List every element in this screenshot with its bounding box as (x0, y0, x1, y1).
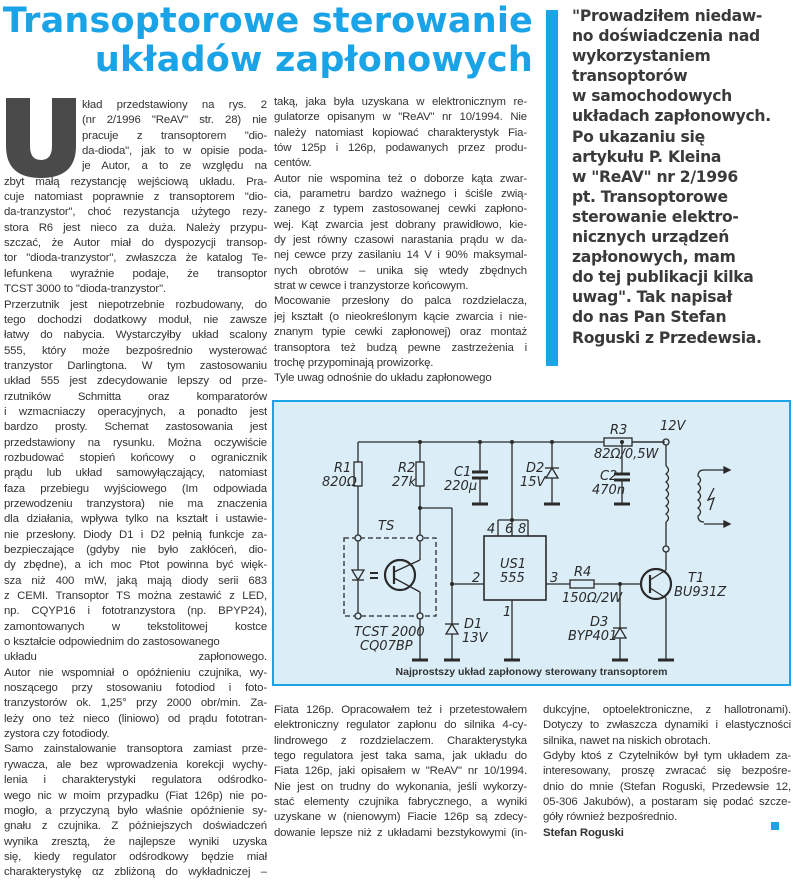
column-1 (4, 175, 267, 881)
text-line: przewodzeniu tranzystora) nie ma znaczenia (4, 497, 267, 510)
article-title (3, 2, 533, 80)
label-r1-value: 820Ω (322, 475, 357, 490)
text-line: tor "dioda-tranzystor", zwłaszcza że katalog Te- (4, 252, 267, 265)
text-line: lindrowego z rozdzielaczem. Charakterystyka (274, 734, 527, 747)
text-line: łatwy do nabycia. Wystarczyłby układ scalony (4, 329, 267, 342)
column-2-bottom (274, 703, 527, 841)
label-pin-6: 6 (505, 522, 514, 537)
resistor-r3 (604, 438, 632, 446)
text-line: Autor nie wspomina też o doborze kąta zwar- (274, 172, 527, 185)
text-line: mogło, a przyczyną było właśnie opóźnienie sy- (4, 804, 267, 817)
text-line: Tyle uwag odnośnie do układu zapłonowego (274, 372, 492, 385)
resistor-r2 (416, 462, 424, 486)
text-line: tów 125p i 126p, podawanych przez produ- (274, 142, 527, 155)
text-line: cia, parametru bardzo ważnego i ściśle zwią- (274, 188, 527, 201)
quote-line: pt. Transoptorowe (572, 187, 728, 206)
text-line: TCST 3000 to "dioda-tranzystor". (4, 283, 166, 296)
quote-line: w "ReAV" nr 2/1996 (572, 167, 738, 186)
text-line: centów. (274, 157, 312, 170)
label-pin-8: 8 (518, 522, 527, 537)
text-line: np. CQYP16 i fototranzystora (np. BPYP24), (4, 605, 267, 618)
text-line: Przerzutnik jest niepotrzebnie rozbudowany, do (4, 298, 267, 311)
text-line: stać elementy czujnika fabrycznego, a wyniki (274, 796, 527, 809)
label-d2: D2 (526, 461, 545, 476)
ignition-coil-secondary (698, 470, 704, 522)
quote-line: Roguski z Przedewsia. (572, 328, 762, 347)
label-r4-value: 150Ω/2W (562, 591, 623, 606)
label-r3-value: 82Ω/0,5W (594, 447, 659, 462)
text-line: sza niż 400 mW, jaką mają diody serii 683 (4, 574, 267, 587)
text-line: dnio do mnie (Stefan Roguski, Przedewsie 12, (543, 780, 791, 793)
intro-quote (572, 6, 798, 348)
label-c1-value: 220µ (444, 479, 478, 494)
text-line: jej kształt (o nieokreślonym kącie zwarcia i nie- (274, 310, 527, 323)
text-line: dukcyjne, optoelektroniczne, z hallotronami). (543, 704, 791, 716)
author-signature: Stefan Roguski (543, 826, 624, 839)
quote-line: sterowanie elektro- (572, 207, 739, 226)
quote-line: w samochodowych (572, 87, 732, 106)
quote-line: zapłonowych, mam (572, 248, 736, 267)
text-line: góły również bezpośrednio. (543, 811, 678, 824)
text-line: lefunkena wyraźnie podaje, że transoptor (4, 267, 267, 280)
quote-line: układach zapłonowych. (572, 107, 771, 126)
text-line: nej cewce przy zasilaniu 14 V i 90% maksymal- (274, 249, 527, 262)
text-line: wej. Kąt zwarcia jest dobrany prawidłowo, kie- (274, 218, 527, 231)
text-line: przedstawiony na rysunku. Można oczywiście (4, 436, 267, 449)
text-line: transoptora też budzą pewne zastrzeżenia i (274, 341, 527, 354)
text-line: da-dioda", jak to w opisie poda- (82, 145, 267, 158)
label-ts-part-2: CQ07BP (360, 639, 413, 654)
label-ts: TS (378, 519, 395, 534)
label-pin-3: 3 (550, 571, 559, 586)
label-c2-value: 470n (592, 483, 626, 498)
label-pin-4: 4 (487, 522, 496, 537)
text-line: rywacza, ale bez wprowadzenia korekcji wychy- (4, 758, 267, 771)
text-line: charakterystykę αz zbliżoną do wykładniczej – (4, 866, 267, 879)
label-r1: R1 (334, 461, 352, 476)
label-d3-value: BYP401 (568, 629, 618, 644)
label-c2: C2 (600, 469, 618, 484)
label-r2: R2 (398, 461, 416, 476)
text-line: uzyskane w (nienowym) Fiacie 126p są zdecy- (274, 811, 527, 824)
column-1-intro (82, 98, 267, 175)
text-line: układ 555 jest zdecydowanie lepszy od prze- (4, 375, 267, 388)
text-line: cuje natomiast poprawnie z transoptorem "dio- (4, 191, 267, 204)
text-line: noszącego przy stosowaniu fotodiod i foto- (4, 682, 267, 695)
label-c1: C1 (454, 465, 472, 480)
text-line: zystora czy fotodiody. (4, 728, 110, 741)
text-line: Samo zainstalowanie transoptora zamiast prze- (4, 743, 267, 756)
quote-line: nicznych urządzeń (572, 228, 730, 247)
text-line: rozbudować stopień końcowy o ogranicznik (4, 451, 267, 464)
transistor-t1 (641, 569, 671, 599)
quote-line: transoptorów (572, 67, 688, 86)
text-line: strat w cewce i tranzystorze końcowym. (274, 280, 469, 293)
text-line: Fiata 126p. Opracowałem też i przetestowałem (274, 704, 527, 716)
zener-d2 (546, 468, 558, 478)
text-line: prądu lub układ samowyłączający, natomiast (4, 467, 267, 480)
text-line: układu zapłonowego. (4, 651, 267, 664)
label-d2-value: 15V (520, 475, 546, 490)
label-supply: 12V (660, 419, 686, 434)
text-line: tranzystor Darlingtona. W tym zastosowaniu (4, 359, 267, 372)
text-line: leży ono też nieco (liniowo) od prądu fototran- (4, 712, 267, 725)
label-t1-value: BU931Z (674, 585, 727, 600)
text-line: z CEMI. Transoptor TS można zestawić z LED, (4, 590, 267, 603)
quote-line: uwag". Tak napisał (572, 288, 732, 307)
label-d3: D3 (590, 615, 609, 630)
quote-line: no doświadczenia nad (572, 27, 760, 46)
text-line: Fiata 126p, jaki opisałem w "ReAV" nr 10/1994. (274, 765, 527, 778)
spark-icon (708, 488, 714, 510)
text-line: gulatorze opisanym w "ReAV" nr 10/1994. Nie (274, 111, 527, 124)
text-line: wynika zresztą, że najlepsze wyniki uzyska (4, 835, 267, 848)
text-line: dy zbędne), a ich moc Ptot powinna być więk- (4, 559, 267, 572)
column-2 (274, 95, 527, 387)
resistor-r4 (570, 580, 594, 588)
text-line: bezpieczające (gdyby nie było zakłóceń, dio- (4, 544, 267, 556)
text-line: o kształcie odpowiednim do zastosowanego (4, 636, 220, 649)
quote-line: "Prowadziłem niedaw- (572, 7, 763, 25)
text-line: się, kiedy regulator odśrodkowy będzie miał (4, 850, 267, 863)
quote-line: do tej publikacji kilka (572, 268, 754, 287)
text-line: gnału z czujnika. Z późniejszych doświadczeń (4, 820, 267, 833)
label-pin-2: 2 (472, 571, 481, 586)
drop-cap-glyph (6, 98, 76, 178)
schematic-figure (272, 400, 791, 686)
zener-d1 (446, 624, 458, 634)
quote-line: wykorzystaniem (572, 47, 711, 66)
column-3-bottom (543, 703, 791, 841)
text-line: Nie jest on trudny do wykonania, jeśli wykorzy- (274, 780, 527, 793)
text-line: Mocowanie przesłony do palca rozdzielacza, (274, 295, 527, 308)
title-line-1: Transoptorowe sterowanie (2, 1, 533, 41)
text-line: silnika, nawet na niskich obrotach. (543, 734, 711, 747)
text-line: 555, który może bezpośrednio wysterować (4, 344, 267, 357)
text-line: (nr 2/1996 "ReAV" str. 28) nie (82, 114, 267, 127)
text-line: lenia i charakterystyki regulatora odśrodko- (4, 774, 267, 787)
text-line: Gdyby ktoś z Czytelników był tym układem za- (543, 750, 791, 763)
circuit-diagram (274, 402, 789, 684)
label-r3: R3 (610, 423, 628, 438)
drop-cap-u (4, 98, 78, 178)
label-pin-1: 1 (503, 605, 512, 620)
text-line: kład przedstawiony na rys. 2 (82, 99, 267, 111)
label-t1: T1 (688, 571, 705, 586)
quote-line: artykułu P. Kleina (572, 147, 722, 166)
text-line: nie przesłony. Diody D1 i D2 pełnią funkcje za- (4, 528, 267, 541)
text-line: należy natomiast kopiować charakterystyk Fia- (274, 126, 527, 139)
text-line: rzutników Schmitta oraz komparatorów (4, 390, 267, 403)
text-line: zanego z typem zastosowanej cewki zapłono- (274, 203, 527, 216)
text-line: Autor nie wspomniał o opóźnieniu czujnika, wy- (4, 666, 267, 679)
text-line: trochę przypominają prowizorkę. (274, 356, 434, 369)
text-line: dy jest równy czasowi narastania prądu w da- (274, 234, 527, 247)
text-line: tranzystorów ok. 1,25° przy 2000 obr/min. Za- (4, 697, 267, 710)
text-line: dla działania, wpływa tylko na kształt i ustawie- (4, 513, 267, 526)
text-line: interesowany, proszę zwracać się bezpośre- (543, 765, 791, 778)
label-ts-part-1: TCST 2000 (354, 625, 425, 640)
label-d1-value: 13V (462, 631, 488, 646)
text-line: je Autor, a to ze względu na (82, 160, 267, 173)
label-r2-value: 27k (392, 475, 417, 490)
quote-accent-bar (546, 10, 558, 366)
text-line: 05-306 Jakubów), a postaram się podać szcze- (543, 796, 791, 809)
text-line: da-tranzystor", choć rezystancja użytego rezy- (4, 206, 267, 219)
text-line: i wzmacniaczy operacyjnych, a ponadto jest (4, 405, 267, 418)
text-line: pracuje z transoptorem "dio- (82, 129, 267, 142)
ignition-coil-primary (666, 466, 669, 522)
title-line-2: układów zapłonowych (94, 40, 533, 80)
text-line: taką, jaka była uzyskana w elektronicznym re- (274, 96, 527, 108)
label-ic-value: 555 (500, 571, 525, 586)
figure-caption: Najprostszy układ zapłonowy sterowany transoptorem (395, 666, 668, 678)
text-line: znanym typie cewki zapłonowej) oraz montaż (274, 326, 527, 339)
label-r4: R4 (574, 565, 592, 580)
text-line: nych obrotów – unika się wtedy zbędnych (274, 264, 527, 277)
text-line: dowanie lepsze niż z układami bezstykowymi (in- (274, 826, 527, 839)
text-line: szczać, że Autor miał do dyspozycji transop- (4, 237, 267, 250)
text-line: stora R6 jest nieco za duża. Należy przypu- (4, 221, 267, 234)
text-line: Dotyczy to zwłaszcza dynamiki i elastyczności (543, 719, 791, 732)
label-d1: D1 (464, 617, 483, 632)
label-ic: US1 (500, 557, 527, 572)
terminal-coil (663, 546, 669, 552)
end-of-article-mark (771, 822, 779, 830)
text-line: tego dochodzi dodatkowy moduł, nie zawsze (4, 313, 267, 326)
text-line: wego nic w moim przypadku (Fiat 126p) nie po- (4, 789, 267, 802)
quote-line: Po ukazaniu się (572, 127, 705, 146)
quote-line: do nas Pan Stefan (572, 308, 727, 327)
text-line: tego regulatora jest taka sama, jak układu do (274, 750, 527, 763)
text-line: elektroniczny regulator zapłonu do silnika 4-cy- (274, 719, 527, 732)
text-line: zamontowanych w tekstolitowej kostce (4, 620, 267, 633)
text-line: zbyt małą rezystancję wejściową układu. Pra- (4, 175, 267, 188)
text-line: bardzo prosty. Schemat zastosowania jest (4, 421, 267, 434)
text-line: faza przebiegu wyjściowego (Im odpowiada (4, 482, 267, 495)
led-icon (352, 570, 364, 580)
